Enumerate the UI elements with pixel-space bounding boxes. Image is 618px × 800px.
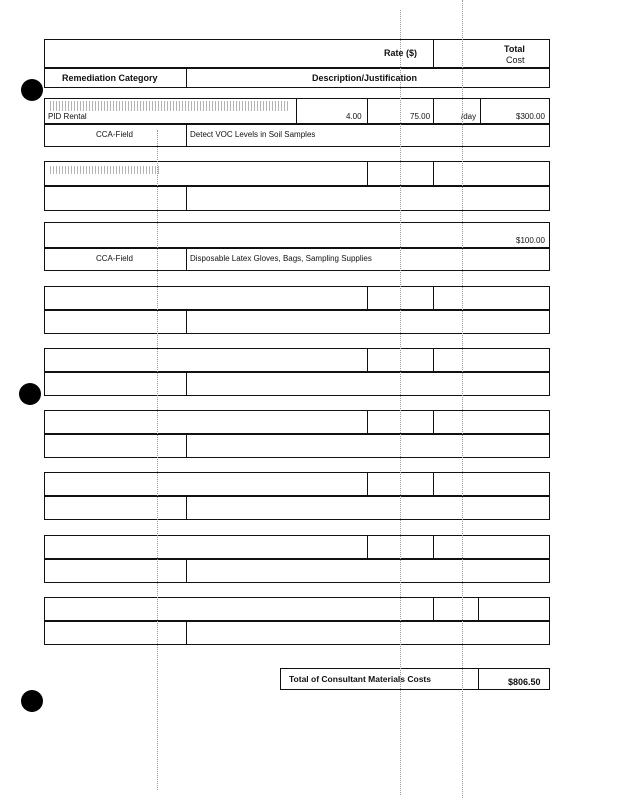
header-category-divider: [186, 68, 187, 88]
empty-row-divider: [367, 348, 368, 372]
empty-row-divider: [367, 535, 368, 559]
scan-speckle: [400, 10, 401, 795]
scan-speckle: [157, 130, 158, 790]
item-description: Disposable Latex Gloves, Bags, Sampling Supplies: [190, 254, 372, 263]
empty-row-divider: [186, 559, 187, 583]
punch-hole-bottom: [21, 690, 43, 712]
empty-item-row: [44, 348, 550, 372]
category-column-header: Remediation Category: [62, 73, 158, 83]
empty-item-row: [44, 286, 550, 310]
item-category-divider: [186, 124, 187, 147]
item-total: $300.00: [516, 112, 545, 121]
description-column-header: Description/Justification: [312, 73, 418, 83]
empty-row-divider: [367, 472, 368, 496]
empty-category-row: [44, 496, 550, 520]
empty-item-row: [44, 472, 550, 496]
rate-column-header: Rate ($): [384, 48, 418, 58]
item-category-divider: [186, 248, 187, 271]
summary-divider: [478, 668, 479, 690]
item-name: PID Rental: [48, 112, 87, 121]
item-category: CCA-Field: [96, 254, 133, 263]
empty-row-divider: [367, 410, 368, 434]
empty-category-row: [44, 434, 550, 458]
empty-row-divider: [433, 597, 434, 621]
item-description: Detect VOC Levels in Soil Samples: [190, 130, 316, 139]
empty-row-divider: [367, 161, 368, 186]
item-total: $100.00: [516, 236, 545, 245]
punch-hole-middle: [19, 383, 41, 405]
empty-category-row: [44, 186, 550, 211]
empty-row-divider: [433, 286, 434, 310]
empty-row-divider: [433, 348, 434, 372]
empty-row-divider: [433, 410, 434, 434]
item-quantity: 4.00: [346, 112, 362, 121]
item-category: CCA-Field: [96, 130, 133, 139]
header-rate-row: [44, 39, 550, 68]
empty-category-row: [44, 310, 550, 334]
punch-hole-top: [21, 79, 43, 101]
empty-item-row: [44, 410, 550, 434]
empty-item-row: [44, 597, 550, 621]
empty-row-divider: [186, 434, 187, 458]
header-rate-divider: [433, 39, 434, 68]
empty-row-divider: [186, 496, 187, 520]
empty-row-divider: [186, 372, 187, 396]
item-row-divider: [296, 98, 297, 124]
empty-row-divider: [433, 472, 434, 496]
item-row-divider: [433, 98, 434, 124]
empty-item-row: [44, 535, 550, 559]
noise-scribble: [50, 166, 160, 174]
empty-row-divider: [186, 621, 187, 645]
total-column-header-line1: Total: [504, 44, 525, 54]
empty-category-row: [44, 559, 550, 583]
item-row-divider: [480, 98, 481, 124]
scan-speckle: [462, 0, 463, 798]
item-row: [44, 222, 550, 248]
noise-scribble: [50, 101, 290, 111]
summary-value: $806.50: [508, 677, 541, 687]
item-unit: /day: [461, 112, 477, 121]
empty-row-divider: [433, 535, 434, 559]
item-rate: 75.00: [410, 112, 431, 121]
summary-label: Total of Consultant Materials Costs: [289, 674, 431, 684]
empty-row-divider: [186, 186, 187, 211]
empty-category-row: [44, 621, 550, 645]
empty-category-row: [44, 372, 550, 396]
empty-row-divider: [367, 286, 368, 310]
empty-row-divider: [186, 310, 187, 334]
item-row-divider: [367, 98, 368, 124]
empty-row-divider: [478, 597, 479, 621]
total-column-header-line2: Cost: [506, 55, 525, 65]
empty-row-divider: [433, 161, 434, 186]
